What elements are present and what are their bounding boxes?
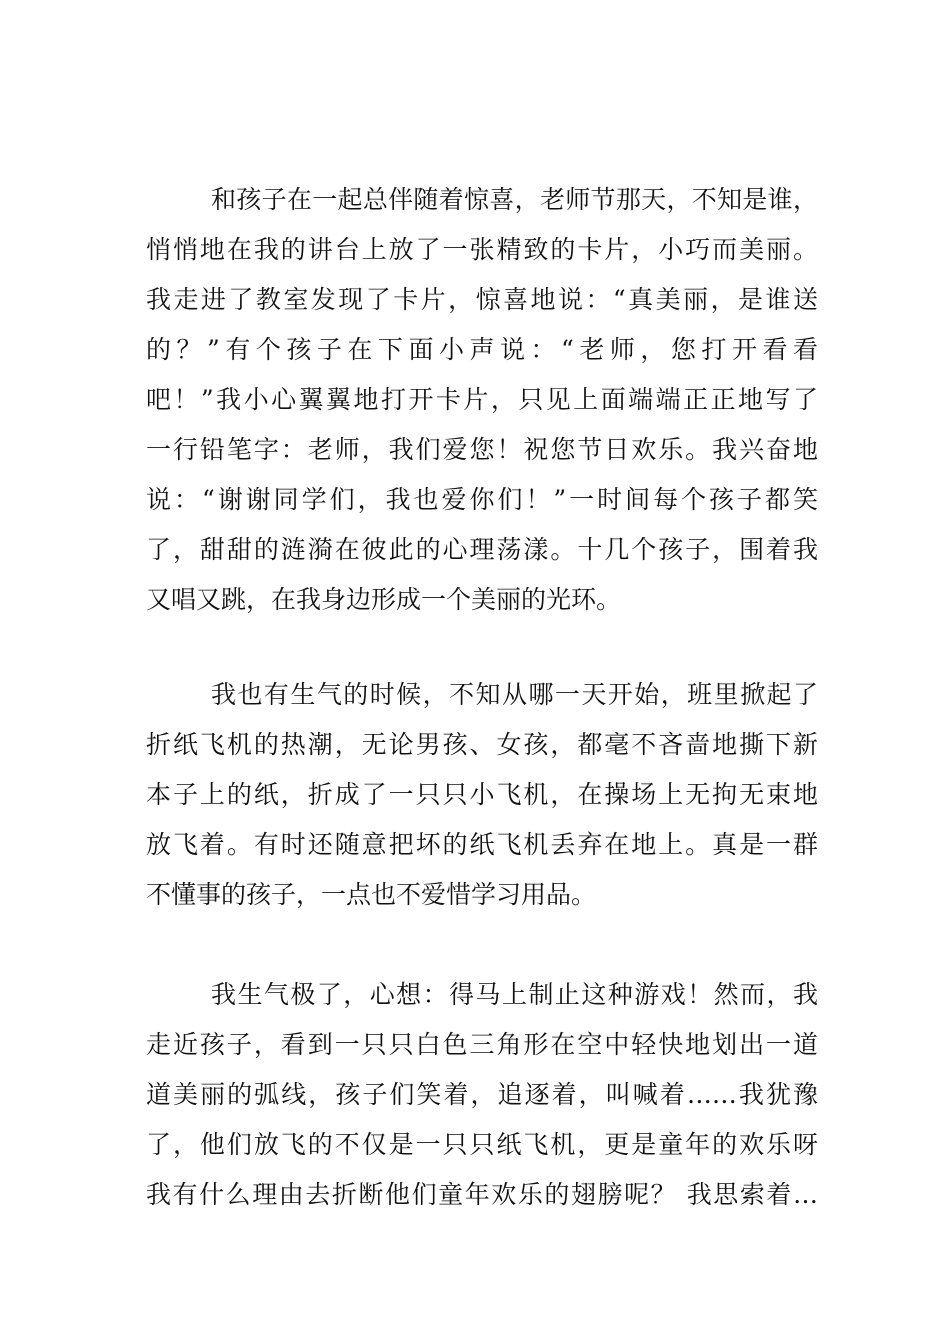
paragraph-line: 了，他们放飞的不仅是一只只纸飞机，更是童年的欢乐呀 [146, 1130, 818, 1159]
paragraph-line: 又唱又跳，在我身边形成一个美丽的光环。 [146, 585, 622, 614]
paragraph-line: 的？”有个孩子在下面小声说：“老师，您打开看看 [146, 335, 818, 364]
paragraph-line: 吧！”我小心翼翼地打开卡片，只见上面端端正正地写了 [146, 385, 818, 414]
paragraph-1 [146, 175, 818, 625]
paragraph-2 [146, 670, 818, 920]
paragraph-line: 和孩子在一起总伴随着惊喜，老师节那天，不知是谁， [211, 185, 818, 214]
paragraph-line: 折纸飞机的热潮，无论男孩、女孩，都毫不吝啬地撕下新 [146, 730, 818, 759]
paragraph-line: 道美丽的弧线，孩子们笑着，追逐着，叫喊着……我犹豫 [146, 1080, 818, 1109]
paragraph-line: 本子上的纸，折成了一只只小飞机，在操场上无拘无束地 [146, 780, 818, 809]
paragraph-line: 我也有生气的时候，不知从哪一天开始，班里掀起了 [211, 680, 818, 709]
paragraph-3 [146, 970, 818, 1220]
paragraph-line: 放飞着。有时还随意把坏的纸飞机丢弃在地上。真是一群 [146, 830, 818, 859]
paragraph-line: 说：“谢谢同学们，我也爱你们！”一时间每个孩子都笑 [146, 485, 818, 514]
paragraph-line: 了，甜甜的涟漪在彼此的心理荡漾。十几个孩子，围着我 [146, 535, 818, 564]
paragraph-line: 不懂事的孩子，一点也不爱惜学习用品。 [146, 880, 597, 909]
paragraph-line: 我有什么理由去折断他们童年欢乐的翅膀呢？ 我思索着… [146, 1180, 818, 1209]
paragraph-line: 我生气极了，心想：得马上制止这种游戏！然而，我 [211, 980, 818, 1009]
paragraph-line: 悄悄地在我的讲台上放了一张精致的卡片，小巧而美丽。 [146, 235, 818, 264]
paragraph-line: 走近孩子，看到一只只白色三角形在空中轻快地划出一道 [146, 1030, 818, 1059]
paragraph-line: 我走进了教室发现了卡片，惊喜地说：“真美丽，是谁送 [146, 285, 818, 314]
paragraph-line: 一行铅笔字：老师，我们爱您！祝您节日欢乐。我兴奋地 [146, 435, 818, 464]
